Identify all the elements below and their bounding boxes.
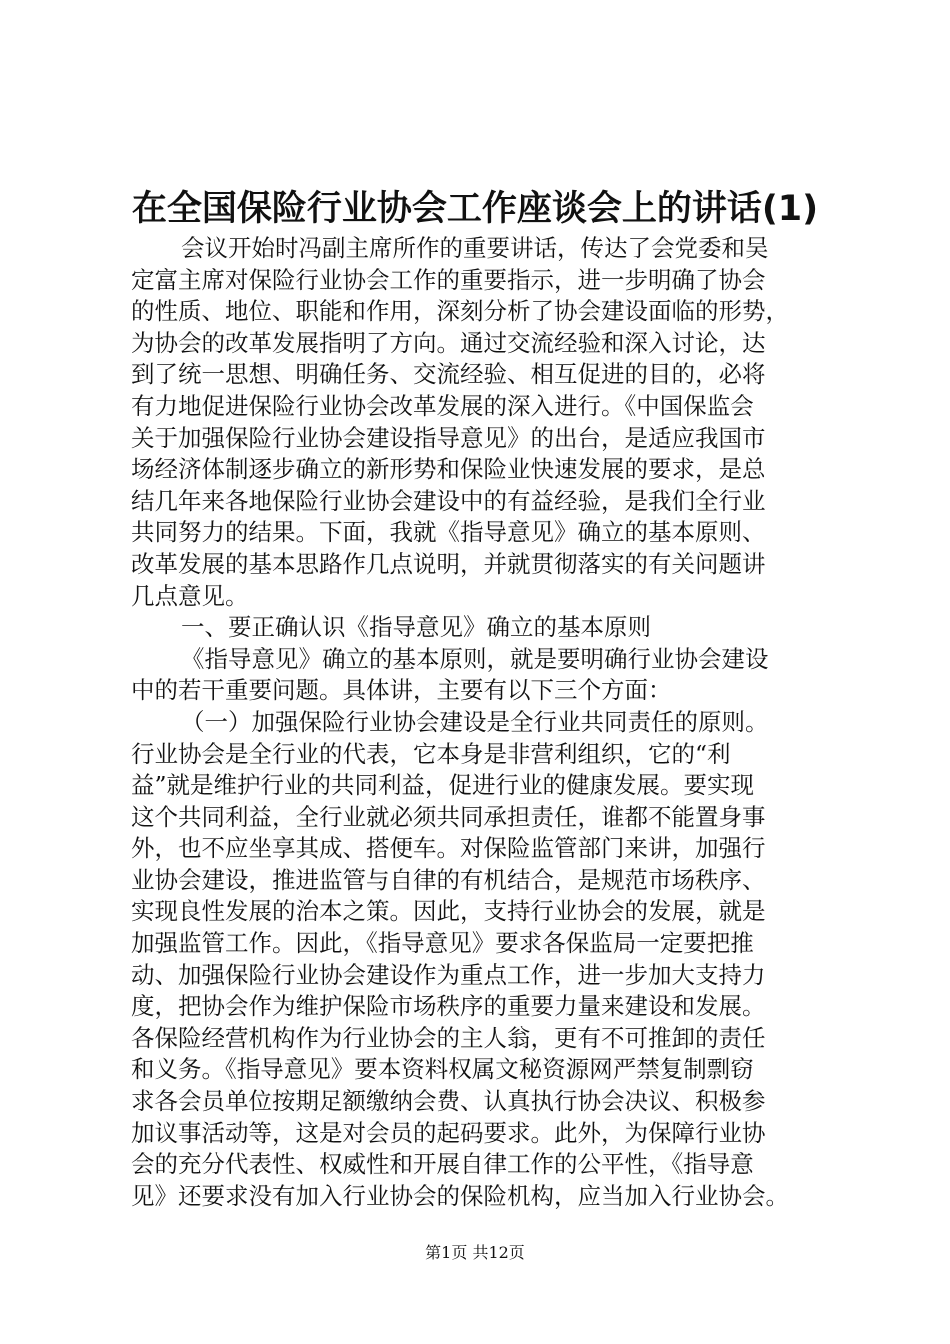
page-number-footer: 第1页 共12页 [425, 1243, 525, 1262]
paragraph-line: 加强监管工作。因此，《指导意见》要求各保监局一定要把推 [131, 929, 754, 958]
paragraph-line: 几点意见。 [131, 581, 249, 610]
subsection-heading: （一）加强保险行业协会建设是全行业共同责任的原则。 [181, 707, 769, 736]
section-heading: 一、要正确认识《指导意见》确立的基本原则 [181, 613, 651, 642]
paragraph-line: 实现良性发展的治本之策。因此，支持行业协会的发展，就是 [131, 897, 766, 926]
paragraph-line: 业协会建设，推进监管与自律的有机结合，是规范市场秩序、 [131, 865, 766, 894]
paragraph-line: 结几年来各地保险行业协会建设中的有益经验，是我们全行业 [131, 486, 766, 515]
paragraph-line: 改革发展的基本思路作几点说明，并就贯彻落实的有关问题讲 [131, 549, 766, 578]
paragraph-line: 行业协会是全行业的代表，它本身是非营利组织，它的“利 [131, 739, 731, 768]
paragraph-line: 这个共同利益，全行业就必须共同承担责任，谁都不能置身事 [131, 802, 766, 831]
paragraph-line: 加议事活动等，这是对会员的起码要求。此外，为保障行业协 [131, 1118, 766, 1147]
paragraph-line: 的性质、地位、职能和作用，深刻分析了协会建设面临的形势， [131, 297, 789, 326]
paragraph-line: 到了统一思想、明确任务、交流经验、相互促进的目的，必将 [131, 360, 766, 389]
paragraph-line: 为协会的改革发展指明了方向。通过交流经验和深入讨论，达 [131, 328, 766, 357]
paragraph-line: 关于加强保险行业协会建设指导意见》的出台，是适应我国市 [131, 423, 766, 452]
document-title: 在全国保险行业协会工作座谈会上的讲话(1) [131, 189, 819, 229]
paragraph-line: 和义务。《指导意见》要本资料权属文秘资源网严禁复制剽窃 [131, 1055, 754, 1084]
paragraph-line: 会的充分代表性、权威性和开展自律工作的公平性，《指导意 [131, 1150, 754, 1179]
paragraph-line: 场经济体制逐步确立的新形势和保险业快速发展的要求，是总 [131, 455, 766, 484]
paragraph-line: 会议开始时冯副主席所作的重要讲话，传达了会党委和吴 [181, 234, 769, 262]
paragraph-line: 各保险经营机构作为行业协会的主人翁，更有不可推卸的责任 [131, 1023, 766, 1052]
paragraph-line: 外，也不应坐享其成、搭便车。对保险监管部门来讲，加强行 [131, 834, 766, 863]
paragraph-line: 定富主席对保险行业协会工作的重要指示，进一步明确了协会 [131, 265, 766, 294]
paragraph-line: 度，把协会作为维护保险市场秩序的重要力量来建设和发展。 [131, 992, 766, 1021]
paragraph-line: 益”就是维护行业的共同利益，促进行业的健康发展。要实现 [131, 771, 755, 800]
paragraph-line: 求各会员单位按期足额缴纳会费、认真执行协会决议、积极参 [131, 1087, 766, 1116]
paragraph-line: 有力地促进保险行业协会改革发展的深入进行。《中国保监会 [131, 391, 754, 420]
paragraph-line: 见》还要求没有加入行业协会的保险机构，应当加入行业协会。 [131, 1181, 789, 1210]
paragraph-line: 中的若干重要问题。具体讲，主要有以下三个方面： [131, 676, 672, 705]
document-body [131, 233, 831, 1212]
paragraph-line: 《指导意见》确立的基本原则，就是要明确行业协会建设 [181, 644, 769, 673]
paragraph-line: 动、加强保险行业协会建设作为重点工作，进一步加大支持力 [131, 960, 766, 989]
paragraph-line: 共同努力的结果。下面，我就《指导意见》确立的基本原则、 [131, 518, 766, 547]
